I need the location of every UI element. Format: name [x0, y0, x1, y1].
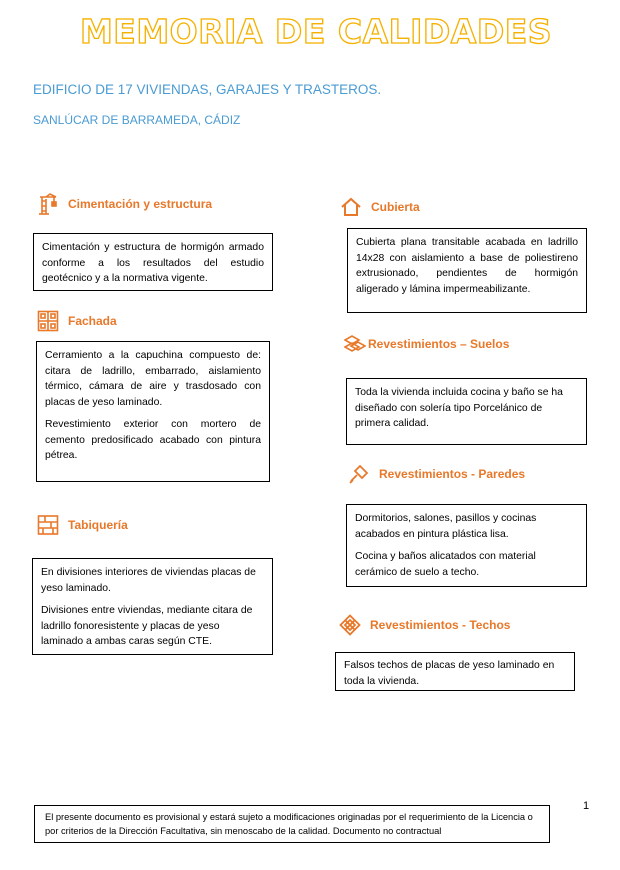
paragraph: Cubierta plana transitable acabada en ladrillo 14x28 con aislamiento a base de poliestireno extrusionado, pendientes de hormigón aligerado y lámina impermeabilizante. — [356, 237, 578, 295]
section-title: Fachada — [68, 314, 117, 328]
section-title: Tabiquería — [68, 518, 128, 532]
paragraph: Revestimiento exterior con mortero de cemento predosificado acabado con pintura pétrea. — [45, 419, 261, 461]
paragraph: Falsos techos de placas de yeso laminado en toda la vivienda. — [344, 660, 555, 687]
techos-description-box — [335, 652, 575, 691]
document-title: MEMORIA DE CALIDADES — [79, 12, 553, 51]
section-title: Revestimientos – Suelos — [368, 337, 510, 351]
bricks-icon — [37, 514, 59, 536]
location-subtitle: SANLÚCAR DE BARRAMEDA, CÁDIZ — [33, 113, 241, 127]
fachada-description-box — [36, 341, 270, 482]
section-title: Cubierta — [371, 200, 420, 214]
crane-icon — [37, 193, 59, 215]
paragraph: Toda la vivienda incluida cocina y baño se ha diseñado con solería tipo Porcelánico de primera calidad. — [355, 387, 563, 429]
paragraph: Cerramiento a la capuchina compuesto de: citara de ladrillo, embarrado, aislamiento térmico, cámara de aire y trasdosado con placas de yeso laminado. — [45, 350, 261, 408]
disclaimer-footer — [34, 805, 550, 843]
facade-icon — [37, 310, 59, 332]
section-header-suelos — [344, 333, 509, 355]
section-header-cimentacion — [37, 193, 212, 215]
cimentacion-description-box — [33, 233, 273, 291]
paredes-description-box — [346, 504, 587, 587]
section-header-cubierta — [340, 196, 420, 218]
tiles-icon — [344, 333, 366, 355]
section-header-techos — [339, 614, 510, 636]
paragraph: Cimentación y estructura de hormigón armado conforme a los resultados del estudio geotécnico y a la normativa vigente. — [42, 242, 264, 284]
section-title: Revestimientos - Paredes — [379, 467, 526, 481]
building-subtitle: EDIFICIO DE 17 VIVIENDAS, GARAJES Y TRASTEROS. — [33, 82, 382, 97]
paragraph: Cocina y baños alicatados con material cerámico de suelo a techo. — [355, 551, 536, 578]
section-title: Cimentación y estructura — [68, 197, 213, 211]
page-number: 1 — [583, 800, 590, 812]
section-header-tabiqueria — [37, 514, 128, 536]
paragraph: En divisiones interiores de viviendas placas de yeso laminado. — [41, 567, 256, 594]
paragraph: Dormitorios, salones, pasillos y cocinas acabados en pintura plástica lisa. — [355, 513, 537, 540]
trowel-icon — [348, 463, 370, 485]
house-icon — [340, 196, 362, 218]
disclaimer-text: El presente documento es provisional y estará sujeto a modificaciones originadas por el requerimiento de la Licencia o por criterios de la Dirección Facultativa, sin menoscabo de la calidad. Documento no contractual — [45, 812, 533, 836]
paragraph: Divisiones entre viviendas, mediante citara de ladrillo fonoresistente y placas de yeso laminado a ambas caras según CTE. — [41, 605, 253, 647]
section-header-fachada — [37, 310, 117, 332]
section-header-paredes — [348, 463, 525, 485]
cubierta-description-box — [347, 228, 587, 313]
section-title: Revestimientos - Techos — [370, 618, 511, 632]
diamond-icon — [339, 614, 361, 636]
tabiqueria-description-box — [32, 558, 273, 655]
suelos-description-box — [346, 378, 587, 445]
